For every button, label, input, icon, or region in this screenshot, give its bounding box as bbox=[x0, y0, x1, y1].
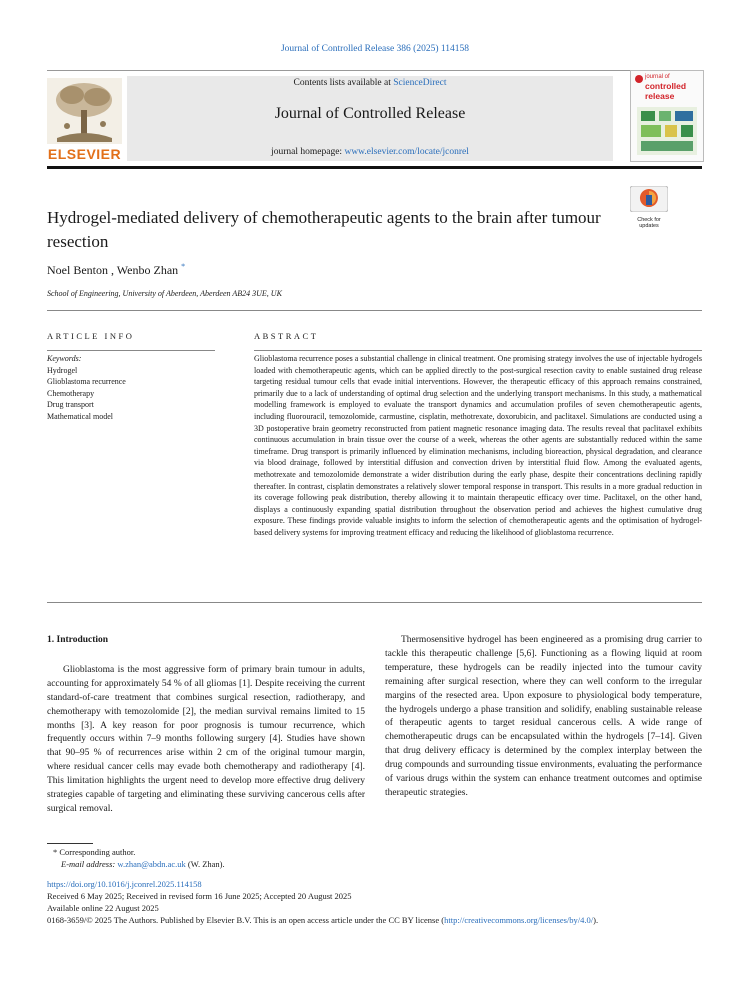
title-bottom-rule bbox=[47, 310, 702, 311]
cover-art-image bbox=[637, 107, 697, 155]
online-date: Available online 22 August 2025 bbox=[47, 903, 159, 913]
homepage-prefix: journal homepage: bbox=[271, 147, 345, 157]
journal-title: Journal of Controlled Release bbox=[274, 105, 466, 122]
license-line bbox=[47, 914, 707, 926]
email-link[interactable]: w.zhan@abdn.ac.uk bbox=[117, 859, 186, 869]
license-link[interactable]: http://creativecommons.org/licenses/by/4.0/ bbox=[444, 915, 594, 925]
body-right-column bbox=[385, 634, 702, 801]
header-thick-rule bbox=[47, 166, 702, 169]
cover-line-3: release bbox=[645, 91, 675, 101]
article-title: Hydrogel-mediated delivery of chemotherapeutic agents to the brain after tumour resection bbox=[47, 208, 601, 251]
check-for-updates-badge[interactable] bbox=[630, 186, 668, 229]
email-label: E-mail address: bbox=[61, 859, 118, 869]
license-suffix: ). bbox=[593, 915, 599, 925]
license-prefix: 0168-3659/© 2025 The Authors. Published by Elsevier B.V. This is an open access article under the CC BY license ( bbox=[47, 915, 445, 925]
intro-paragraph-1: Glioblastoma is the most aggressive form of primary brain tumour in adults, accounting for approximately 54 % of all gliomas [1]. Despite receiving the current standard-of-care treatment that combines surgical resection, radiotherapy, and chemotherapy with temozolomide [2], the median survival remains limited to 15 months [3]. A key reason for poor prognosis is tumour recurrence, which frequently occurs within 7–9 months following surgery [4]. Studies have shown that 90–95 % of recurrences arise within 2 cm of the original tumour margin, where residual cancer cells may evade both chemotherapy and radiotherapy [4]. This limitation highlights the urgent need to develop more effective drug delivery strategies capable of targeting and eliminating these surviving cancerous cells after surgical removal. bbox=[47, 664, 365, 814]
contents-line bbox=[127, 78, 613, 88]
email-line bbox=[47, 858, 225, 870]
section-heading: 1. Introduction bbox=[47, 635, 109, 645]
check-updates-icon bbox=[630, 186, 668, 212]
publication-info bbox=[47, 878, 707, 926]
email-suffix: (W. Zhan). bbox=[185, 859, 225, 869]
body-left-column bbox=[47, 634, 365, 817]
sciencedirect-link[interactable]: ScienceDirect bbox=[393, 78, 447, 88]
footnote-mark: * bbox=[53, 847, 58, 857]
keyword: Hydrogel bbox=[47, 365, 78, 375]
footnote-rule bbox=[47, 843, 93, 844]
publisher-wordmark[interactable]: ELSEVIER bbox=[47, 146, 122, 162]
keyword: Drug transport bbox=[47, 400, 94, 410]
corresponding-text: Corresponding author. bbox=[59, 847, 136, 857]
abstract-bottom-rule bbox=[47, 602, 702, 603]
doi-link[interactable]: https://doi.org/10.1016/j.jconrel.2025.114158 bbox=[47, 879, 202, 889]
keyword: Mathematical model bbox=[47, 411, 113, 421]
keyword: Chemotherapy bbox=[47, 388, 95, 398]
abstract-rule bbox=[254, 350, 702, 351]
corresponding-author-mark[interactable]: * bbox=[181, 262, 186, 271]
corresponding-line bbox=[47, 846, 225, 858]
homepage-line bbox=[127, 147, 613, 157]
homepage-link[interactable]: www.elsevier.com/locate/jconrel bbox=[344, 147, 469, 157]
author-zhan[interactable]: Wenbo Zhan bbox=[116, 263, 179, 277]
header-top-rule bbox=[47, 70, 702, 71]
cover-logo-icon bbox=[635, 75, 643, 83]
journal-citation[interactable]: Journal of Controlled Release 386 (2025) 114158 bbox=[280, 44, 470, 54]
cover-line-2: controlled bbox=[645, 81, 687, 91]
abstract-label: ABSTRACT bbox=[254, 331, 319, 341]
footnote bbox=[47, 846, 225, 870]
cover-line-1: journal of bbox=[645, 74, 670, 80]
journal-cover-thumbnail[interactable] bbox=[630, 70, 704, 162]
contents-prefix: Contents lists available at bbox=[293, 78, 394, 88]
keywords-block bbox=[47, 353, 215, 423]
check-updates-label: Check for updates bbox=[637, 217, 661, 229]
author-list bbox=[47, 262, 185, 278]
received-dates: Received 6 May 2025; Received in revised form 16 June 2025; Accepted 20 August 2025 bbox=[47, 891, 352, 901]
intro-paragraph-2: Thermosensitive hydrogel has been engineered as a promising drug carrier to tackle this therapeutic challenge [5,6]. Functioning as a flowing liquid at room temperature, these hydrogels can be readily injected into the tumour cavity remaining after surgical resection, where they can well conform to the irregular margins of the resected area. Upon exposure to physiological body temperature, the hydrogels undergo a phase transition and solidify, enabling sustainable release of therapeutic agents to target residual cancerous cells. A wide range of chemotherapeutic drugs can be encapsulated within the hydrogels [7–14]. Given that drug delivery efficacy is determined by the complex interplay between the drug compounds and surrounding tissue environments, evaluating the performance of various drugs within the system can enhance treatment outcomes and optimise therapeutic strategies. bbox=[385, 635, 702, 798]
keywords-label: Keywords: bbox=[47, 354, 82, 363]
abstract-text: Glioblastoma recurrence poses a substantial challenge in clinical treatment. One promising strategy involves the use of injectable hydrogels loaded with chemotherapeutic agents, which can be applied directly to the post-surgical resection cavity to enable sustained drug release targeting residual tumour cells that evade initial interventions. However, the therapeutic efficacy of this approach remains constrained, primarily due to a lack of understanding of optimal drug selection and the underlying transport mechanisms. In this study, a mathematical modelling framework is employed to evaluate the transport dynamics and accumulation profiles of seven chemotherapeutic agents, including fluorouracil, temozolomide, carmustine, cisplatin, methotrexate, doxorubicin, and paclitaxel. Simulations are conducted using a 3D postoperative brain geometry reconstructed from patient magnetic resonance imaging data. The results reveal that paclitaxel exhibits continuous accumulation in brain tissue over the course of a week, whereas the other agents are substantially reduced within the same timeframe. Drug transport is primarily influenced by elimination mechanisms, including bioreaction, physical degradation, and clearance via blood drainage, followed by interstitial diffusion and convection driven by interstitial fluid flow. Among the evaluated agents, methotrexate and temozolomide demonstrate a wider distribution during the early phase, despite their concentrations declining rapidly thereafter. In contrast, cisplatin demonstrates a relatively slower temporal response in transport. This results in a more gradual reduction in its coverage following peak distribution, thereby allowing it to maintain therapeutic efficacy over time. Paclitaxel, on the other hand, displays a continuously expanding spatial distribution throughout the observation period and achieves the highest cumulative drug exposure. These findings provide valuable insights to inform the selection of chemotherapeutic agents and the optimisation of hydrogel-based delivery systems for improving treatment efficacy and reducing the likelihood of glioblastoma recurrence. bbox=[254, 354, 702, 537]
keyword: Glioblastoma recurrence bbox=[47, 377, 126, 387]
affiliation: School of Engineering, University of Aberdeen, Aberdeen AB24 3UE, UK bbox=[47, 289, 282, 298]
author-benton[interactable]: Noel Benton , bbox=[47, 263, 114, 277]
article-info-label: ARTICLE INFO bbox=[47, 331, 135, 341]
article-info-rule bbox=[47, 350, 215, 351]
